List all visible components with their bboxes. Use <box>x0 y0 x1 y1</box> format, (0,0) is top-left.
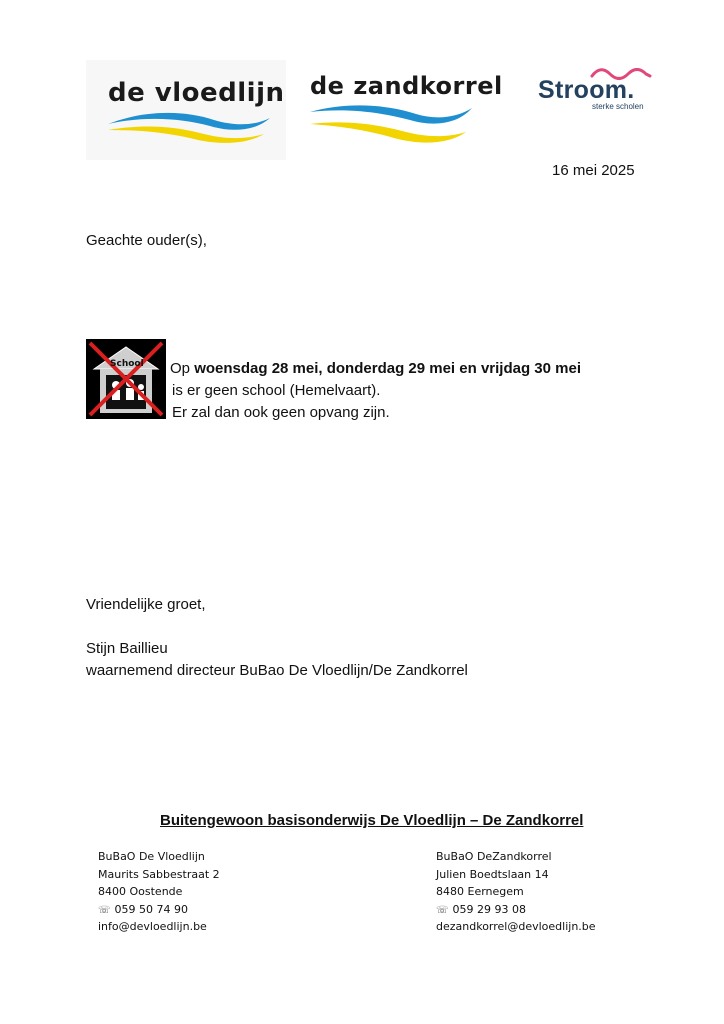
logo-de-vloedlijn <box>86 60 286 160</box>
address-phone-row <box>436 901 596 919</box>
address-zandkorrel <box>436 848 596 936</box>
message-line-3: Er zal dan ook geen opvang zijn. <box>172 404 390 421</box>
message-line-2: is er geen school (Hemelvaart). <box>172 382 381 399</box>
phone-icon: ☏ <box>436 904 449 916</box>
stroom-wordmark: Stroom. <box>538 76 635 104</box>
message-line-1-dates: woensdag 28 mei, donderdag 29 mei en vrijdag 30 mei <box>194 360 581 377</box>
address-name: BuBaO DeZandkorrel <box>436 850 552 863</box>
logo-stroom <box>534 68 664 118</box>
wave-logo-graphic <box>104 106 274 146</box>
logo-de-zandkorrel <box>300 64 503 150</box>
message-line-1 <box>170 358 581 379</box>
closing: Vriendelijke groet, <box>86 596 206 613</box>
address-name: BuBaO De Vloedlijn <box>98 850 205 863</box>
address-phone-row <box>98 901 220 919</box>
address-city: 8480 Eernegem <box>436 885 524 898</box>
signer-name: Stijn Baillieu <box>86 640 168 657</box>
address-email: dezandkorrel@devloedlijn.be <box>436 920 596 933</box>
school-sign-label: School <box>110 359 144 369</box>
no-school-icon <box>86 339 166 419</box>
address-street: Maurits Sabbestraat 2 <box>98 867 220 881</box>
address-street: Julien Boedtslaan 14 <box>436 867 549 881</box>
footer-title: Buitengewoon basisonderwijs De Vloedlijn – De Zandkorrel <box>160 812 584 829</box>
message-line-1-prefix: Op <box>170 360 195 377</box>
phone-icon: ☏ <box>98 904 111 916</box>
logo-de-zandkorrel-text: de zandkorrel <box>310 72 503 100</box>
signer-title: waarnemend directeur BuBao De Vloedlijn/De Zandkorrel <box>86 662 468 679</box>
address-email: info@devloedlijn.be <box>98 920 207 933</box>
letter-date: 16 mei 2025 <box>552 162 635 179</box>
salutation: Geachte ouder(s), <box>86 232 207 249</box>
logo-de-vloedlijn-text: de vloedlijn <box>108 78 285 108</box>
wave-logo-graphic <box>306 98 476 148</box>
stroom-tagline: sterke scholen <box>592 102 644 111</box>
address-vloedlijn <box>98 848 220 936</box>
address-phone: 059 50 74 90 <box>114 902 188 916</box>
address-city: 8400 Oostende <box>98 885 183 898</box>
address-phone: 059 29 93 08 <box>452 902 526 916</box>
